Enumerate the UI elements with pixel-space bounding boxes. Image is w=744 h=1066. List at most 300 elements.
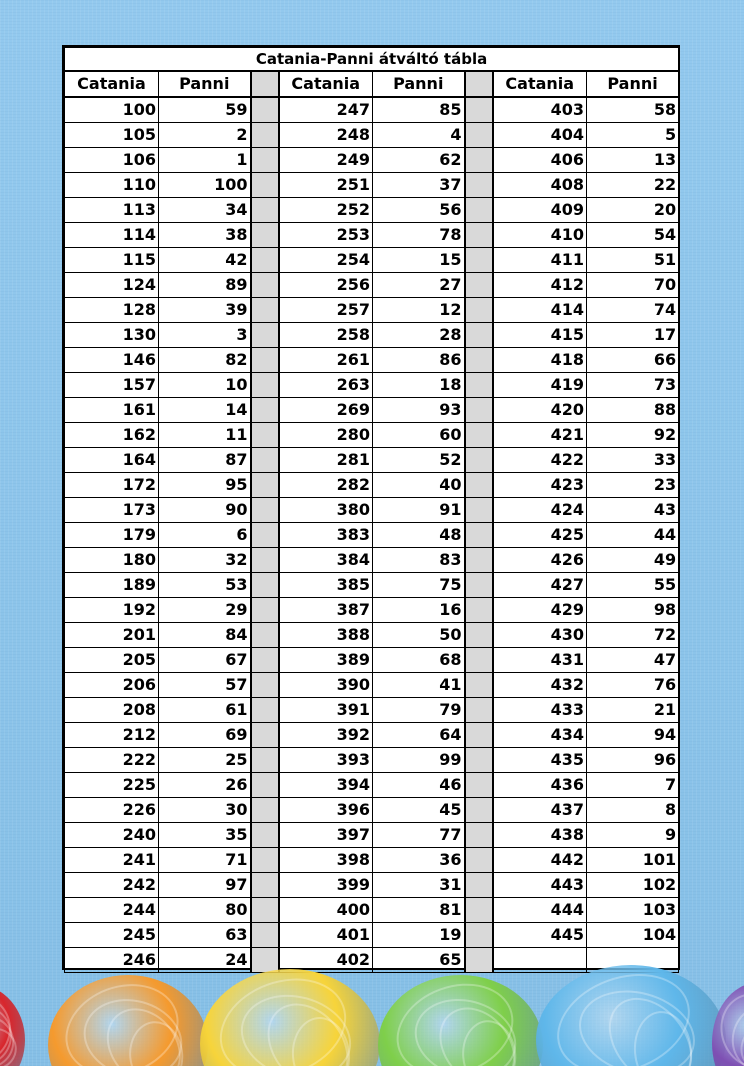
table-row: [65, 648, 679, 673]
column-separator-cell: [465, 523, 493, 548]
panni-cell: 14: [159, 398, 251, 423]
panni-cell: 71: [159, 848, 251, 873]
panni-cell: 33: [587, 448, 679, 473]
column-separator-cell: [251, 323, 279, 348]
column-separator-cell: [465, 573, 493, 598]
catania-cell: 157: [65, 373, 159, 398]
column-separator-cell: [465, 298, 493, 323]
panni-cell: 9: [587, 823, 679, 848]
panni-cell: 91: [373, 498, 465, 523]
catania-cell: 248: [279, 123, 373, 148]
column-separator: [465, 71, 493, 97]
catania-cell: 431: [493, 648, 587, 673]
column-separator: [251, 71, 279, 97]
table-row: [65, 223, 679, 248]
catania-cell: 437: [493, 798, 587, 823]
panni-cell: 16: [373, 598, 465, 623]
column-separator-cell: [251, 298, 279, 323]
catania-cell: 432: [493, 673, 587, 698]
catania-cell: 222: [65, 748, 159, 773]
catania-cell: 429: [493, 598, 587, 623]
column-separator-cell: [465, 848, 493, 873]
table-row: [65, 148, 679, 173]
panni-cell: 24: [159, 948, 251, 973]
panni-cell: 85: [373, 97, 465, 123]
panni-cell: 102: [587, 873, 679, 898]
column-separator-cell: [251, 598, 279, 623]
column-separator-cell: [251, 648, 279, 673]
panni-cell: 21: [587, 698, 679, 723]
catania-cell: 412: [493, 273, 587, 298]
table-row: [65, 748, 679, 773]
catania-cell: 399: [279, 873, 373, 898]
panni-cell: 20: [587, 198, 679, 223]
catania-cell: 252: [279, 198, 373, 223]
column-separator-cell: [251, 248, 279, 273]
column-separator-cell: [465, 648, 493, 673]
panni-cell: 38: [159, 223, 251, 248]
catania-cell: 225: [65, 773, 159, 798]
panni-cell: 35: [159, 823, 251, 848]
catania-cell: 414: [493, 298, 587, 323]
catania-cell: 424: [493, 498, 587, 523]
catania-cell: 124: [65, 273, 159, 298]
column-separator-cell: [251, 848, 279, 873]
panni-cell: 8: [587, 798, 679, 823]
column-separator-cell: [251, 373, 279, 398]
table-row: [65, 573, 679, 598]
panni-cell: 100: [159, 173, 251, 198]
panni-cell: 95: [159, 473, 251, 498]
panni-cell: 10: [159, 373, 251, 398]
column-separator-cell: [465, 473, 493, 498]
panni-cell: 7: [587, 773, 679, 798]
column-separator-cell: [465, 398, 493, 423]
table-row: [65, 323, 679, 348]
panni-cell: 55: [587, 573, 679, 598]
catania-cell: 261: [279, 348, 373, 373]
table-row: [65, 798, 679, 823]
table-header-row: [65, 71, 679, 97]
panni-cell: 34: [159, 198, 251, 223]
panni-cell: 43: [587, 498, 679, 523]
column-separator-cell: [251, 573, 279, 598]
panni-cell: 51: [587, 248, 679, 273]
panni-cell: 63: [159, 923, 251, 948]
catania-cell: 173: [65, 498, 159, 523]
column-separator-cell: [251, 673, 279, 698]
column-separator-cell: [465, 223, 493, 248]
panni-cell: 15: [373, 248, 465, 273]
catania-cell: 162: [65, 423, 159, 448]
column-separator-cell: [251, 623, 279, 648]
panni-cell: 81: [373, 898, 465, 923]
catania-cell: 434: [493, 723, 587, 748]
panni-cell: 11: [159, 423, 251, 448]
table-row: [65, 273, 679, 298]
panni-cell: 58: [587, 97, 679, 123]
panni-cell: 22: [587, 173, 679, 198]
column-separator-cell: [251, 398, 279, 423]
column-separator-cell: [251, 123, 279, 148]
table-row: [65, 923, 679, 948]
catania-cell: 241: [65, 848, 159, 873]
catania-cell: 110: [65, 173, 159, 198]
panni-cell: 30: [159, 798, 251, 823]
catania-cell: 179: [65, 523, 159, 548]
catania-cell: 430: [493, 623, 587, 648]
column-header: Panni: [587, 71, 679, 97]
catania-cell: 281: [279, 448, 373, 473]
column-separator-cell: [251, 898, 279, 923]
blue-yarn-ball-image: [536, 965, 726, 1066]
catania-cell: 115: [65, 248, 159, 273]
table-title-row: [65, 48, 679, 72]
catania-cell: 421: [493, 423, 587, 448]
catania-cell: 180: [65, 548, 159, 573]
table-row: [65, 123, 679, 148]
catania-cell: 398: [279, 848, 373, 873]
column-separator-cell: [465, 823, 493, 848]
table-row: [65, 723, 679, 748]
catania-cell: 130: [65, 323, 159, 348]
catania-cell: 394: [279, 773, 373, 798]
table-row: [65, 873, 679, 898]
panni-cell: 76: [587, 673, 679, 698]
catania-cell: 208: [65, 698, 159, 723]
catania-cell: 384: [279, 548, 373, 573]
catania-cell: 212: [65, 723, 159, 748]
conversion-sheet: [62, 45, 680, 970]
catania-cell: 433: [493, 698, 587, 723]
catania-cell: 444: [493, 898, 587, 923]
panni-cell: 88: [587, 398, 679, 423]
panni-cell: 31: [373, 873, 465, 898]
catania-cell: 410: [493, 223, 587, 248]
column-separator-cell: [465, 923, 493, 948]
column-separator-cell: [251, 223, 279, 248]
table-body: [65, 97, 679, 973]
panni-cell: 18: [373, 373, 465, 398]
table-row: [65, 473, 679, 498]
catania-cell: 253: [279, 223, 373, 248]
catania-cell: 411: [493, 248, 587, 273]
catania-cell: 164: [65, 448, 159, 473]
panni-cell: 65: [373, 948, 465, 973]
purple-yarn-ball-image: [712, 983, 744, 1066]
panni-cell: 90: [159, 498, 251, 523]
table-row: [65, 448, 679, 473]
catania-cell: 415: [493, 323, 587, 348]
catania-cell: 161: [65, 398, 159, 423]
panni-cell: 62: [373, 148, 465, 173]
column-separator-cell: [251, 97, 279, 123]
red-yarn-ball-image: [0, 985, 25, 1066]
orange-yarn-ball-image: [48, 975, 208, 1066]
panni-cell: 80: [159, 898, 251, 923]
panni-cell: 82: [159, 348, 251, 373]
catania-cell: 408: [493, 173, 587, 198]
panni-cell: 46: [373, 773, 465, 798]
table-row: [65, 773, 679, 798]
panni-cell: 36: [373, 848, 465, 873]
panni-cell: 59: [159, 97, 251, 123]
column-separator-cell: [465, 173, 493, 198]
column-separator-cell: [251, 873, 279, 898]
catania-cell: 106: [65, 148, 159, 173]
panni-cell: 77: [373, 823, 465, 848]
catania-cell: 387: [279, 598, 373, 623]
panni-cell: 73: [587, 373, 679, 398]
panni-cell: 103: [587, 898, 679, 923]
panni-cell: 72: [587, 623, 679, 648]
column-header: Panni: [373, 71, 465, 97]
panni-cell: 101: [587, 848, 679, 873]
panni-cell: 45: [373, 798, 465, 823]
column-separator-cell: [251, 423, 279, 448]
catania-cell: 269: [279, 398, 373, 423]
panni-cell: 83: [373, 548, 465, 573]
panni-cell: 67: [159, 648, 251, 673]
catania-cell: 385: [279, 573, 373, 598]
panni-cell: 96: [587, 748, 679, 773]
panni-cell: 26: [159, 773, 251, 798]
catania-cell: 240: [65, 823, 159, 848]
catania-cell: 242: [65, 873, 159, 898]
catania-cell: 391: [279, 698, 373, 723]
catania-cell: 105: [65, 123, 159, 148]
catania-cell: 401: [279, 923, 373, 948]
catania-cell: 100: [65, 97, 159, 123]
catania-cell: 258: [279, 323, 373, 348]
column-separator-cell: [251, 523, 279, 548]
table-row: [65, 673, 679, 698]
table-row: [65, 823, 679, 848]
catania-cell: 402: [279, 948, 373, 973]
table-row: [65, 97, 679, 123]
panni-cell: 74: [587, 298, 679, 323]
catania-cell: 443: [493, 873, 587, 898]
catania-cell: 390: [279, 673, 373, 698]
catania-cell: 392: [279, 723, 373, 748]
table-row: [65, 898, 679, 923]
column-separator-cell: [251, 148, 279, 173]
panni-cell: 52: [373, 448, 465, 473]
panni-cell: 97: [159, 873, 251, 898]
catania-cell: 420: [493, 398, 587, 423]
panni-cell: 42: [159, 248, 251, 273]
panni-cell: 29: [159, 598, 251, 623]
catania-cell: 445: [493, 923, 587, 948]
catania-cell: 172: [65, 473, 159, 498]
column-separator-cell: [465, 598, 493, 623]
catania-cell: 380: [279, 498, 373, 523]
column-separator-cell: [465, 97, 493, 123]
table-row: [65, 548, 679, 573]
column-separator-cell: [465, 798, 493, 823]
column-separator-cell: [251, 748, 279, 773]
catania-cell: 249: [279, 148, 373, 173]
table-row: [65, 698, 679, 723]
panni-cell: 61: [159, 698, 251, 723]
column-separator-cell: [251, 473, 279, 498]
table-row: [65, 298, 679, 323]
catania-cell: 254: [279, 248, 373, 273]
catania-cell: 245: [65, 923, 159, 948]
catania-cell: 192: [65, 598, 159, 623]
table-row: [65, 198, 679, 223]
column-header: Catania: [493, 71, 587, 97]
panni-cell: 78: [373, 223, 465, 248]
panni-cell: 87: [159, 448, 251, 473]
panni-cell: 27: [373, 273, 465, 298]
table-row: [65, 623, 679, 648]
column-separator-cell: [465, 873, 493, 898]
panni-cell: 4: [373, 123, 465, 148]
table-row: [65, 498, 679, 523]
panni-cell: 41: [373, 673, 465, 698]
catania-cell: 247: [279, 97, 373, 123]
column-separator-cell: [251, 773, 279, 798]
panni-cell: 6: [159, 523, 251, 548]
panni-cell: 104: [587, 923, 679, 948]
column-header: Catania: [279, 71, 373, 97]
catania-cell: 409: [493, 198, 587, 223]
column-separator-cell: [465, 123, 493, 148]
catania-cell: 246: [65, 948, 159, 973]
panni-cell: 19: [373, 923, 465, 948]
catania-cell: 189: [65, 573, 159, 598]
panni-cell: 25: [159, 748, 251, 773]
panni-cell: 1: [159, 148, 251, 173]
table-row: [65, 598, 679, 623]
panni-cell: 60: [373, 423, 465, 448]
panni-cell: 93: [373, 398, 465, 423]
table-row: [65, 173, 679, 198]
table-row: [65, 398, 679, 423]
panni-cell: 49: [587, 548, 679, 573]
column-separator-cell: [465, 773, 493, 798]
panni-cell: 86: [373, 348, 465, 373]
catania-cell: 418: [493, 348, 587, 373]
panni-cell: 44: [587, 523, 679, 548]
table-row: [65, 523, 679, 548]
catania-cell: 114: [65, 223, 159, 248]
catania-cell: 403: [493, 97, 587, 123]
catania-cell: 226: [65, 798, 159, 823]
column-separator-cell: [465, 673, 493, 698]
panni-cell: 92: [587, 423, 679, 448]
panni-cell: 28: [373, 323, 465, 348]
catania-cell: 280: [279, 423, 373, 448]
catania-cell: 442: [493, 848, 587, 873]
column-separator-cell: [251, 348, 279, 373]
column-separator-cell: [251, 198, 279, 223]
panni-cell: 98: [587, 598, 679, 623]
column-separator-cell: [465, 723, 493, 748]
catania-cell: 383: [279, 523, 373, 548]
panni-cell: 99: [373, 748, 465, 773]
column-separator-cell: [465, 448, 493, 473]
catania-cell: 400: [279, 898, 373, 923]
panni-cell: 17: [587, 323, 679, 348]
catania-cell: 389: [279, 648, 373, 673]
catania-cell: 256: [279, 273, 373, 298]
catania-cell: 423: [493, 473, 587, 498]
catania-cell: 425: [493, 523, 587, 548]
column-separator-cell: [465, 248, 493, 273]
catania-cell: 146: [65, 348, 159, 373]
catania-cell: 396: [279, 798, 373, 823]
green-yarn-ball-image: [378, 975, 543, 1066]
catania-cell: 282: [279, 473, 373, 498]
column-separator-cell: [465, 748, 493, 773]
panni-cell: 48: [373, 523, 465, 548]
panni-cell: 47: [587, 648, 679, 673]
column-separator-cell: [465, 498, 493, 523]
panni-cell: 2: [159, 123, 251, 148]
panni-cell: 13: [587, 148, 679, 173]
panni-cell: 50: [373, 623, 465, 648]
catania-cell: 419: [493, 373, 587, 398]
catania-cell: 427: [493, 573, 587, 598]
column-separator-cell: [465, 348, 493, 373]
table-row: [65, 848, 679, 873]
panni-cell: 37: [373, 173, 465, 198]
yarn-decoration: [0, 965, 744, 1066]
catania-cell: 393: [279, 748, 373, 773]
column-separator-cell: [251, 498, 279, 523]
catania-cell: 438: [493, 823, 587, 848]
panni-cell: 12: [373, 298, 465, 323]
panni-cell: 32: [159, 548, 251, 573]
column-separator-cell: [251, 448, 279, 473]
catania-cell: 436: [493, 773, 587, 798]
catania-cell: 244: [65, 898, 159, 923]
conversion-table: [64, 47, 679, 973]
panni-cell: 56: [373, 198, 465, 223]
catania-cell: 205: [65, 648, 159, 673]
panni-cell: 89: [159, 273, 251, 298]
panni-cell: 57: [159, 673, 251, 698]
panni-cell: 79: [373, 698, 465, 723]
catania-cell: 426: [493, 548, 587, 573]
panni-cell: 40: [373, 473, 465, 498]
panni-cell: 70: [587, 273, 679, 298]
column-separator-cell: [465, 623, 493, 648]
catania-cell: 435: [493, 748, 587, 773]
catania-cell: 251: [279, 173, 373, 198]
column-separator-cell: [465, 323, 493, 348]
column-separator-cell: [251, 723, 279, 748]
table-row: [65, 248, 679, 273]
column-separator-cell: [465, 898, 493, 923]
catania-cell: 422: [493, 448, 587, 473]
table-row: [65, 423, 679, 448]
column-separator-cell: [251, 273, 279, 298]
catania-cell: 257: [279, 298, 373, 323]
column-separator-cell: [251, 798, 279, 823]
column-separator-cell: [465, 198, 493, 223]
column-header: Catania: [65, 71, 159, 97]
panni-cell: 69: [159, 723, 251, 748]
panni-cell: 5: [587, 123, 679, 148]
panni-cell: 53: [159, 573, 251, 598]
catania-cell: 397: [279, 823, 373, 848]
panni-cell: 84: [159, 623, 251, 648]
catania-cell: 128: [65, 298, 159, 323]
column-separator-cell: [465, 148, 493, 173]
